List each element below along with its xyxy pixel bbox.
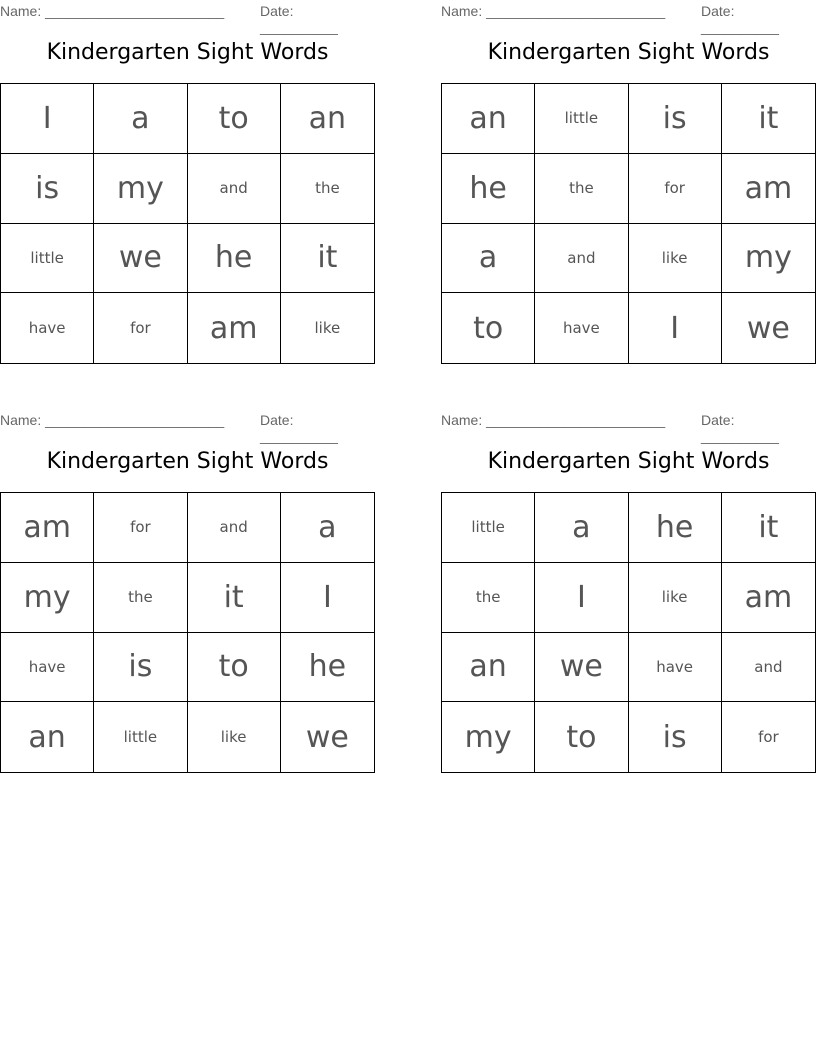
word-cell: for — [94, 493, 187, 563]
word-cell: like — [629, 224, 722, 294]
word-cell: to — [442, 293, 535, 363]
word-cell: the — [94, 563, 187, 633]
word-cell: a — [535, 493, 628, 563]
word-cell: like — [188, 702, 281, 772]
word-grid — [0, 83, 375, 364]
word-cell: have — [1, 293, 94, 363]
word-cell: an — [442, 633, 535, 703]
card-title: Kindergarten Sight Words — [487, 40, 770, 65]
word-cell: the — [281, 154, 374, 224]
card-title: Kindergarten Sight Words — [46, 40, 329, 65]
word-grid — [0, 492, 375, 773]
word-cell: my — [722, 224, 815, 294]
word-cell: have — [629, 633, 722, 703]
name-field-label: Name: _______________________ — [441, 412, 666, 428]
word-cell: I — [629, 293, 722, 363]
word-cell: an — [442, 84, 535, 154]
word-cell: I — [535, 563, 628, 633]
date-field-label: Date: __________ — [260, 412, 338, 444]
word-cell: for — [758, 728, 779, 747]
card-header — [441, 0, 816, 35]
word-cell: and — [535, 224, 628, 294]
word-cell: we — [305, 719, 349, 755]
word-cell: it — [188, 563, 281, 633]
word-cell: I — [1, 84, 94, 154]
word-cell: my — [1, 563, 94, 633]
word-cell: is — [629, 702, 722, 772]
word-cell: have — [1, 633, 94, 703]
word-cell: my — [442, 702, 535, 772]
word-cell: my — [94, 154, 187, 224]
word-cell: like — [314, 319, 341, 338]
word-cell: to — [188, 633, 281, 703]
word-cell: little — [94, 702, 187, 772]
word-cell: little — [442, 493, 535, 563]
word-grid — [441, 492, 816, 773]
word-cell: it — [722, 84, 815, 154]
word-cell: is — [1, 154, 94, 224]
word-cell: he — [629, 493, 722, 563]
word-cell: it — [722, 493, 815, 563]
word-cell: we — [746, 310, 790, 346]
name-field-label: Name: _______________________ — [0, 3, 225, 19]
word-cell: am — [722, 154, 815, 224]
card-title: Kindergarten Sight Words — [46, 449, 329, 474]
date-field-label: Date: __________ — [701, 412, 779, 444]
word-cell: an — [1, 702, 94, 772]
word-cell: I — [281, 563, 374, 633]
word-cell: and — [722, 633, 815, 703]
card-header — [441, 409, 816, 444]
word-cell: the — [535, 154, 628, 224]
word-cell: and — [188, 493, 281, 563]
word-cell: is — [94, 633, 187, 703]
word-cell: for — [629, 154, 722, 224]
name-field-label: Name: _______________________ — [441, 3, 666, 19]
word-cell: it — [281, 224, 374, 294]
word-cell: little — [535, 84, 628, 154]
word-cell: a — [281, 493, 374, 563]
word-cell: we — [94, 224, 187, 294]
word-cell: a — [94, 84, 187, 154]
word-cell: little — [1, 224, 94, 294]
date-field-label: Date: __________ — [260, 3, 338, 35]
word-cell: am — [722, 563, 815, 633]
date-field-label: Date: __________ — [701, 3, 779, 35]
card-header — [0, 409, 375, 444]
word-grid — [441, 83, 816, 364]
word-cell: am — [188, 293, 281, 363]
word-cell: we — [535, 633, 628, 703]
name-field-label: Name: _______________________ — [0, 412, 225, 428]
word-cell: an — [281, 84, 374, 154]
word-cell: to — [188, 84, 281, 154]
word-cell: and — [188, 154, 281, 224]
card-title: Kindergarten Sight Words — [487, 449, 770, 474]
word-cell: the — [442, 563, 535, 633]
word-cell: he — [442, 154, 535, 224]
word-cell: am — [1, 493, 94, 563]
word-cell: he — [281, 633, 374, 703]
word-cell: like — [629, 563, 722, 633]
word-cell: for — [94, 293, 187, 363]
word-cell: to — [535, 702, 628, 772]
card-header — [0, 0, 375, 35]
word-cell: he — [188, 224, 281, 294]
word-cell: have — [535, 293, 628, 363]
word-cell: is — [629, 84, 722, 154]
word-cell: a — [442, 224, 535, 294]
